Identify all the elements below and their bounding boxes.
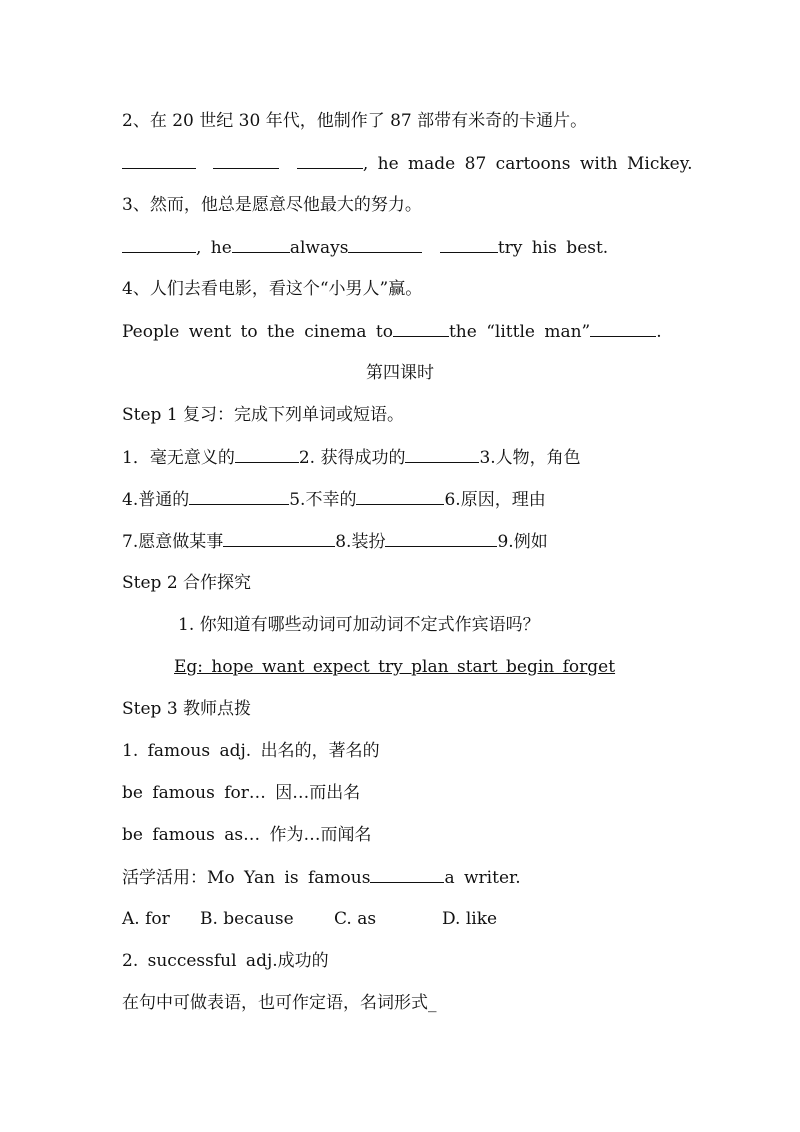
step2-question: 1. 你知道有哪些动词可加动词不定式作宾语吗？ [178,615,540,635]
q3-chinese: 3、然而，他总是愿意尽他最大的努力。 [122,195,422,215]
famous-for: be famous for… 因…而出名 [122,783,361,803]
blank[interactable] [122,152,196,169]
blank[interactable] [232,236,290,253]
blank[interactable] [370,866,444,883]
vocab-item: 1．毫无意义的 [122,448,235,468]
famous-as: be famous as… 作为…而闻名 [122,825,372,845]
blank[interactable] [348,236,422,253]
vocab-row-3 [122,530,548,553]
successful-definition: 2. successful adj.成功的 [122,951,329,971]
blank[interactable] [590,320,656,337]
vocab-row-1 [122,446,581,469]
vocab-row-2 [122,488,546,511]
vocab-item: 7.愿意做某事 [122,532,224,552]
vocab-item: 2. 获得成功的 [298,448,406,468]
q2-english [122,152,692,175]
option-d[interactable]: D. like [442,909,498,929]
blank[interactable] [223,530,335,547]
blank[interactable] [235,446,299,463]
vocab-item: 8.装扮 [335,532,386,552]
option-b[interactable]: B. because [200,909,294,929]
q3-text-3: try his best. [497,238,609,258]
vocab-item: 4.普通的 [122,490,190,510]
step2-heading: Step 2 合作探究 [122,573,252,593]
blank[interactable] [385,530,497,547]
step3-heading: Step 3 教师点拨 [122,699,252,719]
q4-chinese: 4、人们去看电影，看这个“小男人”赢。 [122,279,423,299]
q2-chinese: 2、在 20 世纪 30 年代，他制作了 87 部带有米奇的卡通片。 [122,111,588,131]
vocab-item: 6.原因，理由 [444,490,546,510]
blank[interactable] [122,236,196,253]
step1-heading: Step 1 复习：完成下列单词或短语。 [122,405,405,425]
q4-english [122,320,662,343]
step2-example: Eg: hope want expect try plan start begin forget [174,657,616,677]
option-a[interactable]: A. for [122,909,170,929]
lesson-title: 第四课时 [366,363,434,383]
q3-text-1: , he [196,238,232,258]
q3-english [122,236,608,259]
practice-text-2: a writer. [444,868,521,888]
blank[interactable] [393,320,449,337]
practice-text-1: 活学活用：Mo Yan is famous [122,868,371,888]
blank[interactable] [356,488,444,505]
vocab-item: 5.不幸的 [289,490,357,510]
blank[interactable] [405,446,479,463]
q3-text-2: always [289,238,349,258]
blank[interactable] [213,152,279,169]
practice-question [122,866,521,889]
q4-text-2: the “little man” [448,322,591,342]
blank[interactable] [440,236,498,253]
q4-text-3: . [656,322,662,342]
blank[interactable] [189,488,289,505]
successful-note: 在句中可做表语，也可作定语，名词形式_ [122,993,437,1013]
famous-definition: 1. famous adj. 出名的，著名的 [122,741,380,761]
vocab-item: 9.例如 [497,532,548,552]
vocab-item: 3.人物，角色 [479,448,581,468]
option-c[interactable]: C. as [334,909,377,929]
q4-text-1: People went to the cinema to [122,322,393,342]
blank[interactable] [297,152,363,169]
q2-english-text: , he made 87 cartoons with Mickey. [362,154,693,174]
